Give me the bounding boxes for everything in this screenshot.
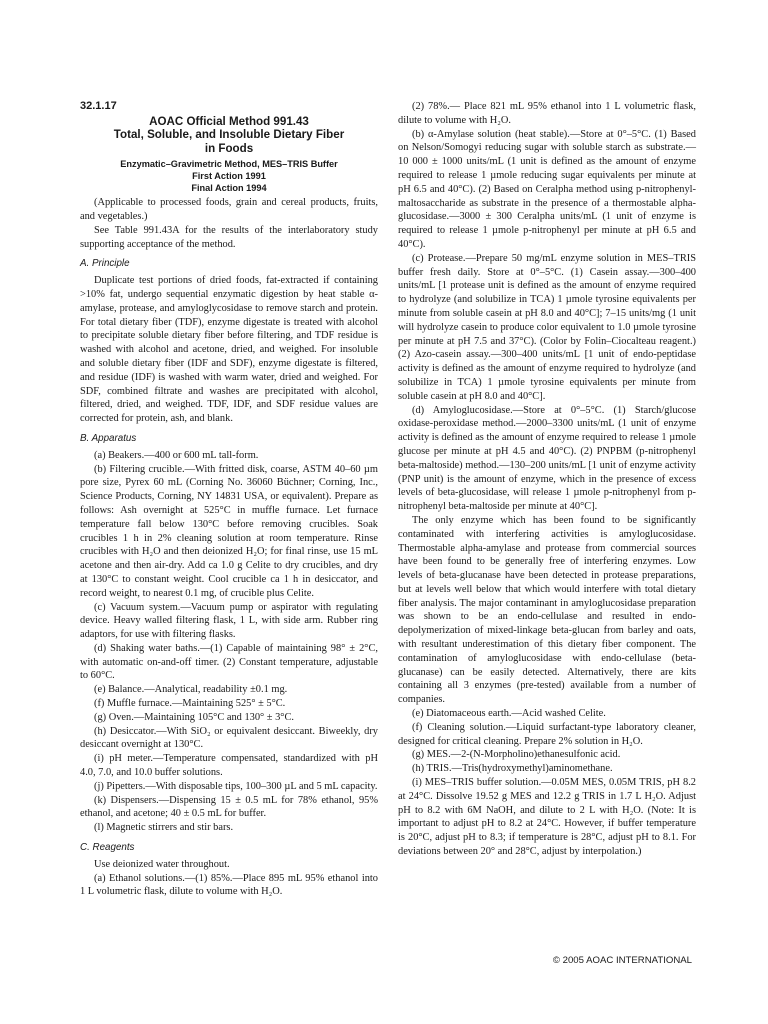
- apparatus-item-i: (i) pH meter.—Temperature compensated, standardized with pH 4.0, 7.0, and 10.0 buffer solutions.: [80, 753, 378, 779]
- reagent-a-78-percent: (2) 78%.— Place 821 mL 95% ethanol into 1 L volumetric flask, dilute to volume with H₂O.: [398, 101, 696, 126]
- apparatus-item-h: (h) Desiccator.—With SiO₂ or equivalent desiccant. Biweekly, dry desiccant overnight at 130°C.: [80, 725, 378, 751]
- reagent-item-c: (c) Protease.—Prepare 50 mg/mL enzyme solution in MES–TRIS buffer fresh daily. Store at 0°–5°C. (1) Casein assay.—300–400 units/mL [1 protease unit is defined as the amount of enzyme required to hydrolyze (and solubilize in TCA) 1 µmole tyrosine equivalents per minute from soluble casein at pH 8.0 and 40°C]; 7–15 units/mg (1 unit will hydrolyze casein to produce color equivalent to 1.0 µmole tyrosine per minute at pH 7.5 and 37°C). (Color by Folin–Ciocalteau reagent.) (2) Azo-casein assay.—300–400 units/mL [1 unit of endo-peptidase activity is defined as the amount of enzyme required to hydrolyze (and solubilize in TCA) 1 µmole tyrosine equivalents per minute from soluble casein at pH 8.0 and 40°C].: [398, 252, 696, 402]
- apparatus-item-k: (k) Dispensers.—Dispensing 15 ± 0.5 mL for 78% ethanol, 95% ethanol, and acetone; 40 ± 0.5 mL for buffer.: [80, 794, 378, 820]
- apparatus-item-f: (f) Muffle furnace.—Maintaining 525° ± 5°C.: [94, 698, 286, 710]
- section-number: 32.1.17: [80, 100, 117, 112]
- reagent-item-a: (a) Ethanol solutions.—(1) 85%.—Place 895 mL 95% ethanol into 1 L volumetric flask, dilute to volume with H₂O.: [80, 872, 378, 898]
- apparatus-item-b: (b) Filtering crucible.—With fritted disk, coarse, ASTM 40–60 µm pore size, Pyrex 60 mL (Corning No. 36060 Büchner; Corning, Inc., Science Products, Corning, NY 14831 USA, or equivalent). Prepare as follows: Ash overnight at 525°C in muffle furnace. Let furnace temperature fall below 130°C before removing crucibles. Soak crucibles 1 h in 2% cleaning solution at room temperature. Rinse crucibles with H₂O and then deionized H₂O; for final rinse, use 15 mL acetone and then air-dry. Add ca 1.0 g Celite to dry crucibles, and dry at 130°C to constant weight. Cool crucible ca 1 h in desiccator, and record weight, to nearest 0.1 mg, of crucible plus Celite.: [80, 463, 378, 599]
- reagent-item-g: (g) MES.—2-(N-Morpholino)ethanesulfonic acid.: [412, 749, 621, 761]
- document-title-line-1: Total, Soluble, and Insoluble Dietary Fiber: [113, 128, 345, 142]
- document-title-line-2: in Foods: [204, 141, 254, 155]
- reagents-heading: C. Reagents: [80, 842, 135, 854]
- table-reference-paragraph: See Table 991.43A for the results of the interlaboratory study supporting acceptance of the method.: [80, 224, 378, 250]
- principle-heading: A. Principle: [80, 258, 130, 270]
- apparatus-item-e: (e) Balance.—Analytical, readability ±0.1 mg.: [94, 684, 288, 696]
- first-action: First Action 1991: [192, 170, 266, 181]
- method-title: AOAC Official Method 991.43: [149, 114, 309, 128]
- method-subtitle: Enzymatic–Gravimetric Method, MES–TRIS Buffer: [120, 158, 338, 169]
- reagent-item-e: (e) Diatomaceous earth.—Acid washed Celite.: [412, 708, 606, 720]
- reagents-intro: Use deionized water throughout.: [94, 858, 230, 870]
- reagent-item-d: (d) Amyloglucosidase.—Store at 0°–5°C. (1) Starch/glucose oxidase-peroxidase method.—2000–3300 units/mL (1 unit of enzyme activity is defined as the amount of enzyme required to release 1 µmole glucose per minute at pH 4.5 and 40°C). (2) PNPBM (p-nitrophenyl beta-maltoside) method.—130–200 units/mL [1 unit of enzyme activity (PNP unit) is the amount of enzyme, which in the presence of excess levels of beta-glucosidase, will release 1 µmole p-nitrophenyl from p-nitrophenyl beta-maltoside per minute at 40°C].: [398, 404, 696, 513]
- enzyme-contamination-paragraph: The only enzyme which has been found to be significantly contaminated with interfering activities is amyloglucosidase. Thermostable alpha-amylase and protease from commercial sources have been found to be generally free of interfering enzymes. Low levels of beta-glucanase have been detected in protease preparations, but at levels well below that which would interfere with total dietary fiber analysis. The major contaminant in amyloglucosidase preparation was shown to be an endo-cellulase and resulted in endo-depolymerization of mixed-linkage beta-glucan from barley and oats, with resultant underestimation of this dietary fiber component. The contamination of amyloglucosidase with endo-cellulase (beta-glucanase) can be easily detected. Alternatively, there are kits containing all 3 enzymes (pre-tested) available from a number of companies.: [398, 514, 696, 706]
- apparatus-item-d: (d) Shaking water baths.—(1) Capable of maintaining 98° ± 2°C, with automatic on-and-off timer. (2) Constant temperature, adjustable to 60°C.: [80, 642, 378, 682]
- reagent-item-f: (f) Cleaning solution.—Liquid surfactant-type laboratory cleaner, designed for critical cleaning. Prepare 2% solution in H₂O.: [398, 721, 696, 747]
- left-column: [80, 100, 378, 899]
- reagent-item-h: (h) TRIS.—Tris(hydroxymethyl)aminomethane.: [412, 763, 613, 775]
- apparatus-item-a: (a) Beakers.—400 or 600 mL tall-form.: [94, 449, 259, 461]
- apparatus-item-j: (j) Pipetters.—With disposable tips, 100–300 µL and 5 mL capacity.: [94, 780, 378, 792]
- copyright-footer: © 2005 AOAC INTERNATIONAL: [552, 955, 692, 966]
- reagent-item-b: (b) α-Amylase solution (heat stable).—Store at 0°–5°C. (1) Based on Nelson/Somogyi reducing sugar with soluble starch as substrate.—10 000 ± 1000 units/mL (1 unit is defined as the amount of enzyme required to release 1 µmole reducing sugar equivalents per minute at pH 6.5 and 40°C). (2) Based on Ceralpha method using p-nitrophenyl-maltosaccharide as substrate in the presence of a thermostable alpha-glucosidase.—3000 ± 300 Ceralpha units/mL (1 unit of enzyme is required to release 1 µmole p-nitrophenyl per minute at pH 6.5 and 40°C).: [398, 128, 696, 250]
- apparatus-item-c: (c) Vacuum system.—Vacuum pump or aspirator with regulating device. Heavy walled filtering flask, 1 L, with side arm. Rubber ring adaptors, for use with filtering flasks.: [80, 601, 378, 641]
- reagent-item-i: (i) MES–TRIS buffer solution.—0.05M MES, 0.05M TRIS, pH 8.2 at 24°C. Dissolve 19.52 g MES and 12.2 g TRIS in 1.7 L H₂O. Adjust pH to 8.2 with 6M NaOH, and dilute to 2 L with H₂O. (Note: It is important to adjust pH to 8.2 at 24°C. However, if buffer temperature is 20°C, adjust pH to 8.3; if temperature is 28°C, adjust pH to 8.1. For deviations between 20° and 28°C, adjust by interpolation.): [398, 777, 696, 858]
- final-action: Final Action 1994: [191, 182, 267, 193]
- apparatus-item-g: (g) Oven.—Maintaining 105°C and 130° ± 3°C.: [94, 711, 294, 723]
- right-column: [398, 100, 696, 859]
- apparatus-item-l: (l) Magnetic stirrers and stir bars.: [94, 822, 234, 834]
- principle-paragraph: Duplicate test portions of dried foods, fat-extracted if containing >10% fat, undergo sequential enzymatic digestion by heat stable α-amylase, protease, and amyloglycosidase to remove starch and protein. For total dietary fiber (TDF), enzyme digestate is treated with alcohol to precipitate soluble dietary fiber before filtering, and TDF residue is washed with alcohol and acetone, dried, and weighed. For insoluble and soluble dietary fiber (IDF and SDF), enzyme digestate is filtered, and residue (IDF) is washed with warm water, dried and weighed. For SDF, combined filtrate and washes are precipitated with alcohol, filtered, dried, and weighed. TDF, IDF, and SDF residue values are corrected for protein, ash, and blank.: [80, 275, 378, 425]
- applicability-paragraph: (Applicable to processed foods, grain and cereal products, fruits, and vegetables.): [80, 197, 378, 222]
- apparatus-heading: B. Apparatus: [80, 432, 137, 444]
